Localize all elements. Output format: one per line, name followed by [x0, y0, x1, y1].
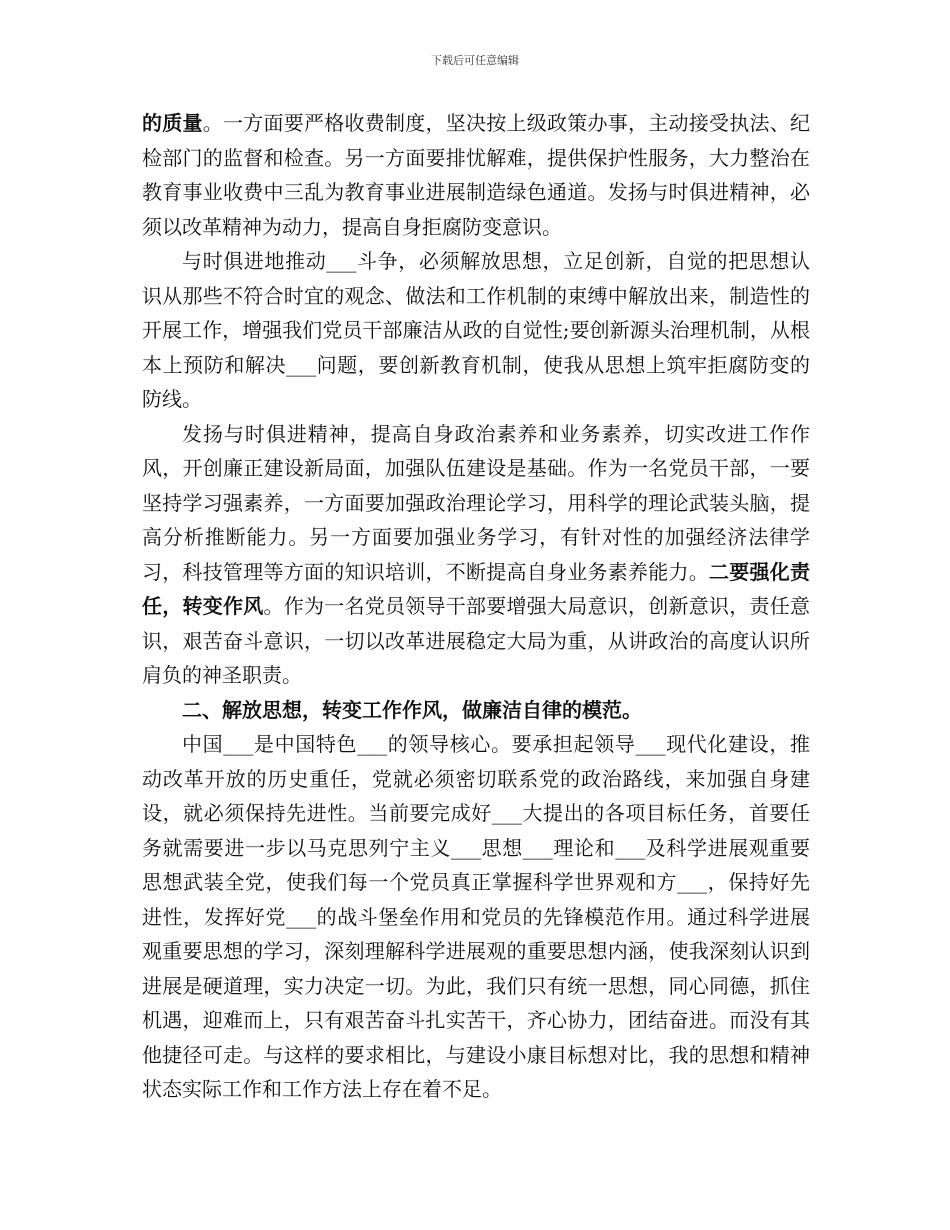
paragraph-3 [142, 417, 810, 693]
paragraph-text: 发扬与时俱进精神，提高自身政治素养和业务素养，切实改进工作作风，开创廉正建设新局面，加强队伍建设是基础。作为一名党员干部，一要坚持学习强素养，一方面要加强政治理论学习，用科学的理论武装头脑，提高分析推断能力。另一方面要加强业务学习，有针对性的加强经济法律学习，科技管理等方面的知识培训，不断提高自身业务素养能力。 [142, 421, 810, 584]
paragraph-text: 。一方面要严格收费制度，坚决按上级政策办事，主动接受执法、纪检部门的监督和检查。另一方面要排忧解难，提供保护性服务，大力整治在教育事业收费中三乱为教育事业进展制造绿色通道。发扬与时俱进精神，必须以改革精神为动力，提高自身拒腐防变意识。 [142, 111, 810, 239]
paragraph-4: 中国___是中国特色___的领导核心。要承担起领导___现代化建设，推动改革开放的历史重任，党就必须密切联系党的政治路线，来加强自身建设，就必须保持先进性。当前要完成好___大提出的各项目标任务，首要任务就需要进一步以马克思列宁主义___思想___理论和___及科学进展观重要思想武装全党，使我们每一个党员真正掌握科学世界观和方___，保持好先进性，发挥好党___的战斗堡垒作用和党员的先锋模范作用。通过科学进展观重要思想的学习，深刻理解科学进展观的重要思想内涵，使我深刻认识到进展是硬道理，实力决定一切。为此，我们只有统一思想，同心同德，抓住机遇，迎难而上，只有艰苦奋斗扎实苦干，齐心协力，团结奋进。而没有其他捷径可走。与这样的要求相比，与建设小康目标想对比，我的思想和精神状态实际工作和工作方法上存在着不足。 [142, 732, 810, 1101]
section-heading: 二、解放思想，转变工作作风，做廉洁自律的模范。 [182, 697, 642, 722]
document-body [142, 106, 810, 1107]
paragraph-text: 。作为一名党员领导干部要增强大局意识，创新意识，责任意识，艰苦奋斗意识，一切以改革进展稳定大局为重，从讲政治的高度认识所肩负的神圣职责。 [142, 594, 810, 687]
paragraph-2: 与时俱进地推动___斗争，必须解放思想，立足创新，自觉的把思想认识从那些不符合时宜的观念、做法和工作机制的束缚中解放出来，制造性的开展工作，增强我们党员干部廉洁从政的自觉性;要创新源头治理机制，从根本上预防和解决___问题，要创新教育机制，使我从思想上筑牢拒腐防变的防线。 [142, 249, 810, 411]
paragraph-1 [142, 106, 810, 244]
bold-phrase: 二要强化责任，转变作风 [142, 559, 810, 618]
page-header: 下载后可任意编辑 [431, 54, 519, 67]
bold-phrase: 的质量 [142, 111, 203, 135]
